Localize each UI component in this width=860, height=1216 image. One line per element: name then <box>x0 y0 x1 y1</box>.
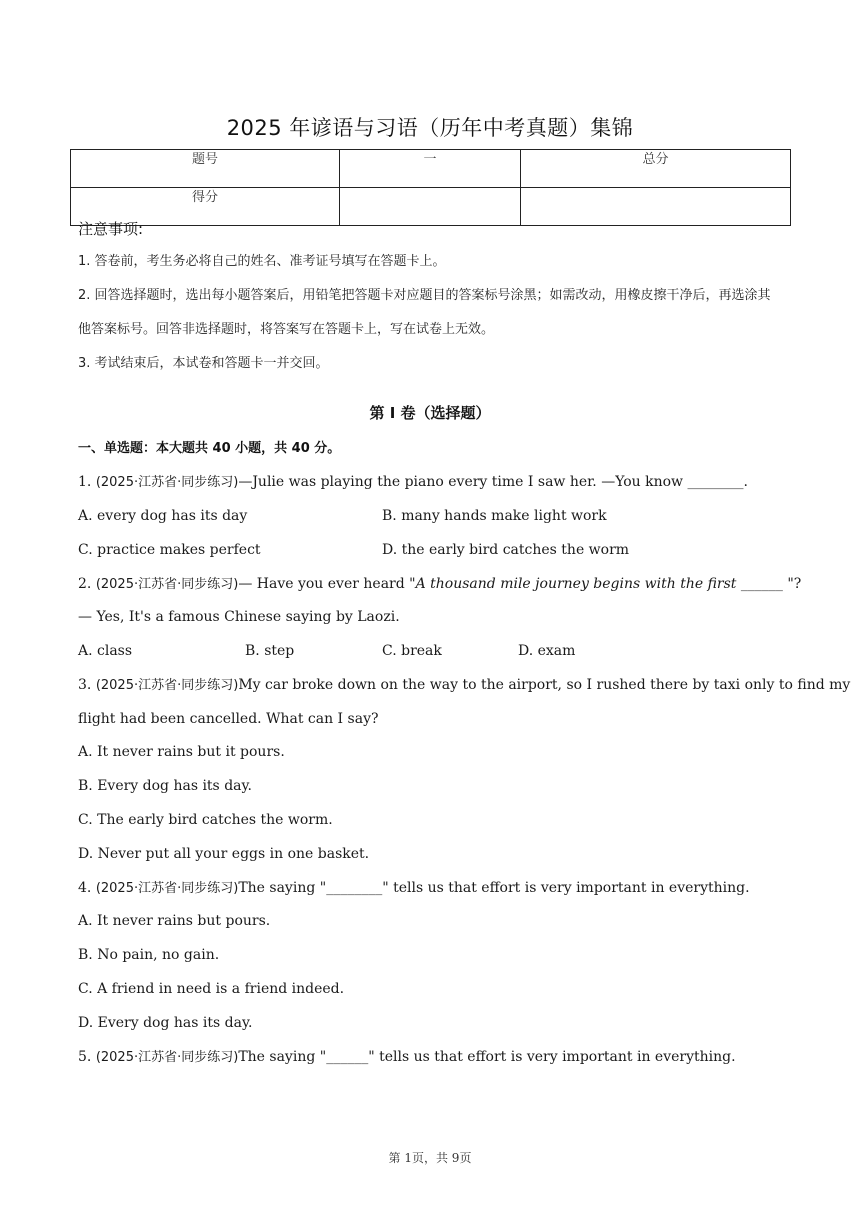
option-b: B. step <box>245 643 295 659</box>
page-footer: 第 1页，共 9页 <box>388 1151 472 1165</box>
option-d: D. exam <box>518 643 576 659</box>
question-text: My car broke down on the way to the airport, so I rushed there by taxi only to find my <box>238 677 851 693</box>
question-source: (2025·江苏省·同步练习) <box>95 577 239 592</box>
score-table-header: 总分 <box>521 150 791 188</box>
question-text: The saying "______" tells us that effort is very important in everything. <box>238 1049 736 1065</box>
option-a: A. It never rains but pours. <box>78 913 271 929</box>
question-4-stem <box>78 878 750 899</box>
notice-item: 2. 回答选择题时，选出每小题答案后，用铅笔把答题卡对应题目的答案标号涂黑；如需改动，用橡皮擦干净后，再选涂其他答案标号。回答非选择题时，将答案写在答题卡上，写在试卷上无效。 <box>78 288 771 337</box>
question-number: 4. <box>78 880 92 896</box>
question-number: 2. <box>78 576 92 592</box>
notice-item: 3. 考试结束后，本试卷和答题卡一并交回。 <box>78 356 329 371</box>
option-c: C. break <box>382 643 442 659</box>
option-a: A. every dog has its day <box>78 508 248 524</box>
option-d: D. the early bird catches the worm <box>382 542 630 558</box>
option-b: B. many hands make light work <box>382 508 607 524</box>
question-text: — Have you ever heard <box>238 576 410 592</box>
option-c: C. practice makes perfect <box>78 542 261 558</box>
option-d: D. Never put all your eggs in one basket. <box>78 846 370 862</box>
question-2-stem <box>78 574 801 595</box>
score-row-label: 得分 <box>71 188 340 226</box>
page-title: 2025 年谚语与习语（历年中考真题）集锦 <box>226 116 634 140</box>
score-table-row <box>71 188 791 226</box>
question-source: (2025·江苏省·同步练习) <box>95 881 239 896</box>
question-5-stem <box>78 1047 736 1068</box>
score-table-header: 一 <box>340 150 521 188</box>
option-d: D. Every dog has its day. <box>78 1015 253 1031</box>
score-table-header: 题号 <box>71 150 340 188</box>
option-b: B. Every dog has its day. <box>78 778 253 794</box>
section-title: 第 I 卷（选择题） <box>369 404 491 422</box>
score-cell <box>521 188 791 226</box>
question-type-heading: 一、单选题：本大题共 40 小题，共 40 分。 <box>78 441 341 456</box>
score-table-header-row <box>71 150 791 188</box>
question-source: (2025·江苏省·同步练习) <box>95 475 239 490</box>
option-a: A. class <box>78 643 133 659</box>
question-text-italic: "A thousand mile journey begins with the first ______ <box>409 576 788 592</box>
score-cell <box>340 188 521 226</box>
question-number: 3. <box>78 677 92 693</box>
notice-heading: 注意事项: <box>78 220 144 238</box>
option-c: C. A friend in need is a friend indeed. <box>78 981 345 997</box>
question-text: The saying "________" tells us that effort is very important in everything. <box>238 880 750 896</box>
question-2-stem-line2: — Yes, It's a famous Chinese saying by Laozi. <box>78 609 400 625</box>
option-a: A. It never rains but it pours. <box>78 744 285 760</box>
option-b: B. No pain, no gain. <box>78 947 220 963</box>
score-table <box>70 149 791 226</box>
option-c: C. The early bird catches the worm. <box>78 812 333 828</box>
question-text: "? <box>787 576 802 592</box>
question-source: (2025·江苏省·同步练习) <box>95 1050 239 1065</box>
question-source: (2025·江苏省·同步练习) <box>95 678 239 693</box>
question-text: —Julie was playing the piano every time I saw her. —You know ________. <box>238 474 748 490</box>
question-1-stem <box>78 472 748 493</box>
question-number: 1. <box>78 474 92 490</box>
question-3-stem-line2: flight had been cancelled. What can I say? <box>78 711 379 727</box>
question-3-stem <box>78 675 850 696</box>
question-number: 5. <box>78 1049 92 1065</box>
notice-item: 1. 答卷前，考生务必将自己的姓名、准考证号填写在答题卡上。 <box>78 254 446 269</box>
